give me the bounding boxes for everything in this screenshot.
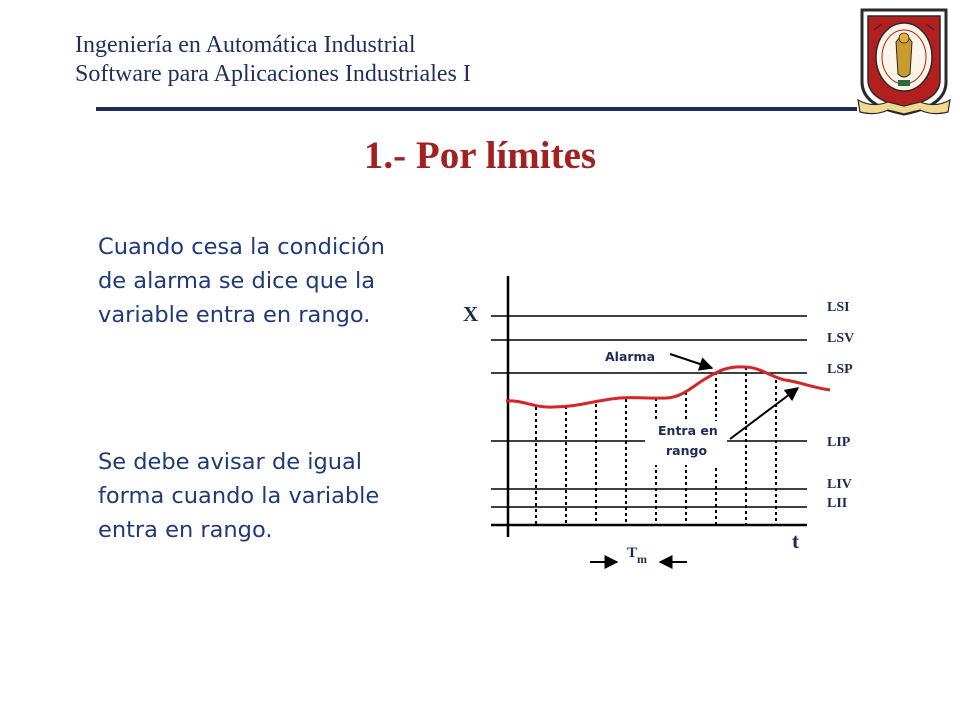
paragraph-range-condition: Cuando cesa la condición de alarma se dice que la variable entra en rango. [98,234,385,328]
sample-period-sub: m [637,552,647,566]
sample-period-label: T [627,545,638,561]
university-crest-icon [852,2,956,118]
paragraph-notify: Se debe avisar de igual forma cuando la variable entra en rango. [98,449,380,543]
slide-title: 1.- Por límites [363,134,597,177]
range-label-line-2: rango [666,443,708,458]
limit-label-lip: LIP [827,435,851,450]
limit-label-lsi: LSI [827,300,850,315]
limit-label-liv: LIV [827,477,852,492]
limits-diagram [455,270,855,580]
x-axis-label: t [792,529,799,553]
y-axis-label: X [463,302,479,326]
limit-label-lsv: LSV [827,331,855,346]
alarm-arrow [670,354,712,368]
header [75,31,471,89]
header-rule [96,107,857,111]
alarm-label: Alarma [605,349,656,364]
header-line-2: Software para Aplicaciones Industriales I [75,61,471,87]
range-label-line-1: Entra en [658,423,718,438]
limit-label-lii: LII [827,496,848,511]
range-arrow [730,388,798,439]
limit-label-lsp: LSP [827,362,853,377]
header-line-1: Ingeniería en Automática Industrial [75,32,416,58]
